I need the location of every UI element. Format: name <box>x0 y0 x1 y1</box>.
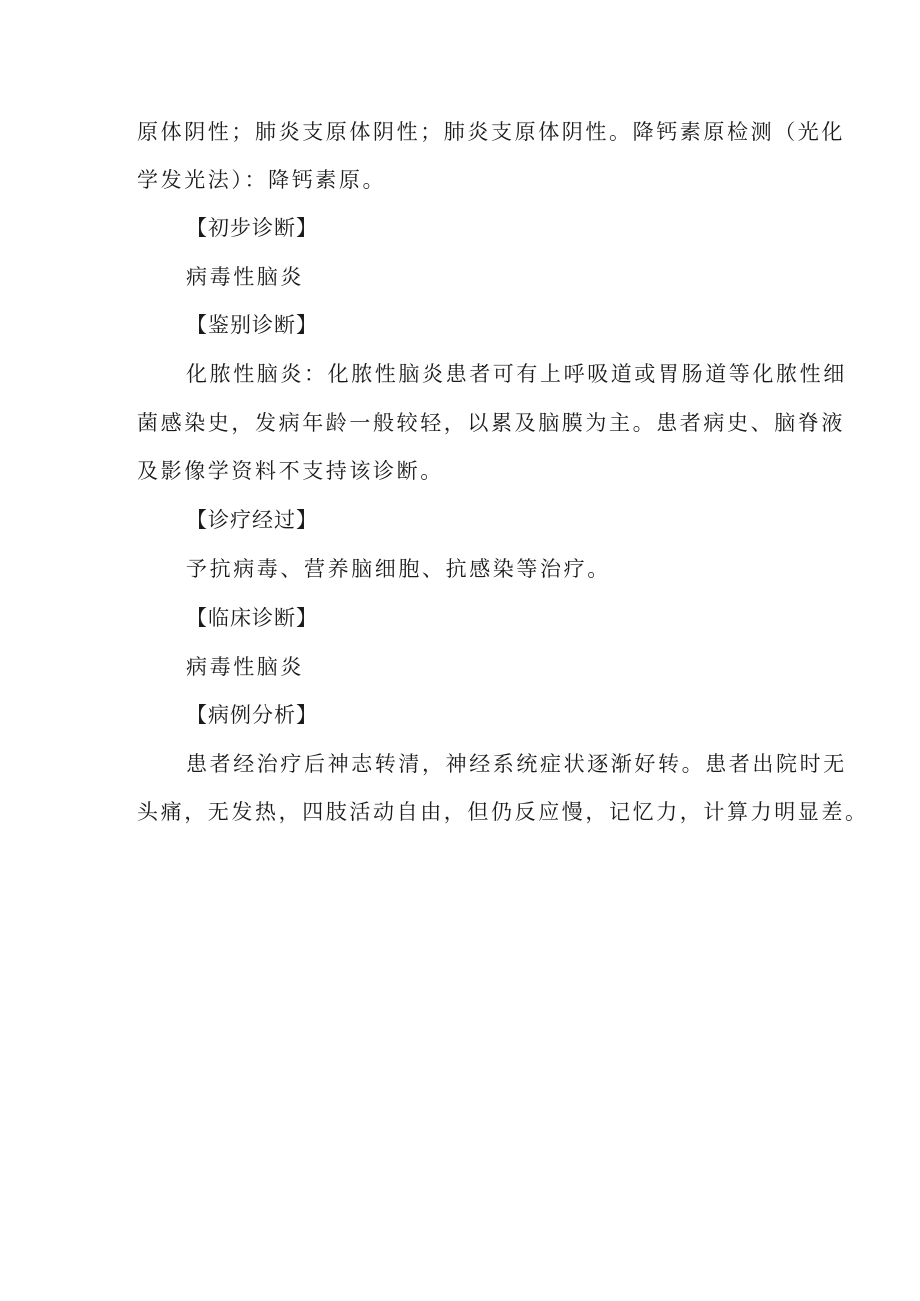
text-line: 及影像学资料不支持该诊断。 <box>137 459 444 483</box>
text-line: 予抗病毒、营养脑细胞、抗感染等治疗。 <box>186 557 611 581</box>
text-line: 原体阴性；肺炎支原体阴性；肺炎支原体阴性。降钙素原检测（光化 <box>137 120 845 144</box>
section-heading: 【鉴别诊断】 <box>186 313 318 337</box>
text-line: 学发光法）：降钙素原。 <box>137 168 387 192</box>
text-line: 化脓性脑炎：化脓性脑炎患者可有上呼吸道或胃肠道等化脓性细 <box>186 362 847 386</box>
text-line: 患者经治疗后神志转清，神经系统症状逐渐好转。患者出院时无 <box>186 752 847 776</box>
section-heading: 【病例分析】 <box>186 703 318 727</box>
text-line: 病毒性脑炎 <box>186 655 304 679</box>
text-line: 头痛，无发热，四肢活动自由，但仍反应慢，记忆力，计算力明显差。 <box>137 800 869 824</box>
text-line: 病毒性脑炎 <box>186 265 304 289</box>
text-line: 菌感染史，发病年龄一般较轻，以累及脑膜为主。患者病史、脑脊液 <box>137 411 845 435</box>
section-heading: 【诊疗经过】 <box>186 508 318 532</box>
section-heading: 【初步诊断】 <box>186 216 318 240</box>
section-heading: 【临床诊断】 <box>186 606 318 630</box>
